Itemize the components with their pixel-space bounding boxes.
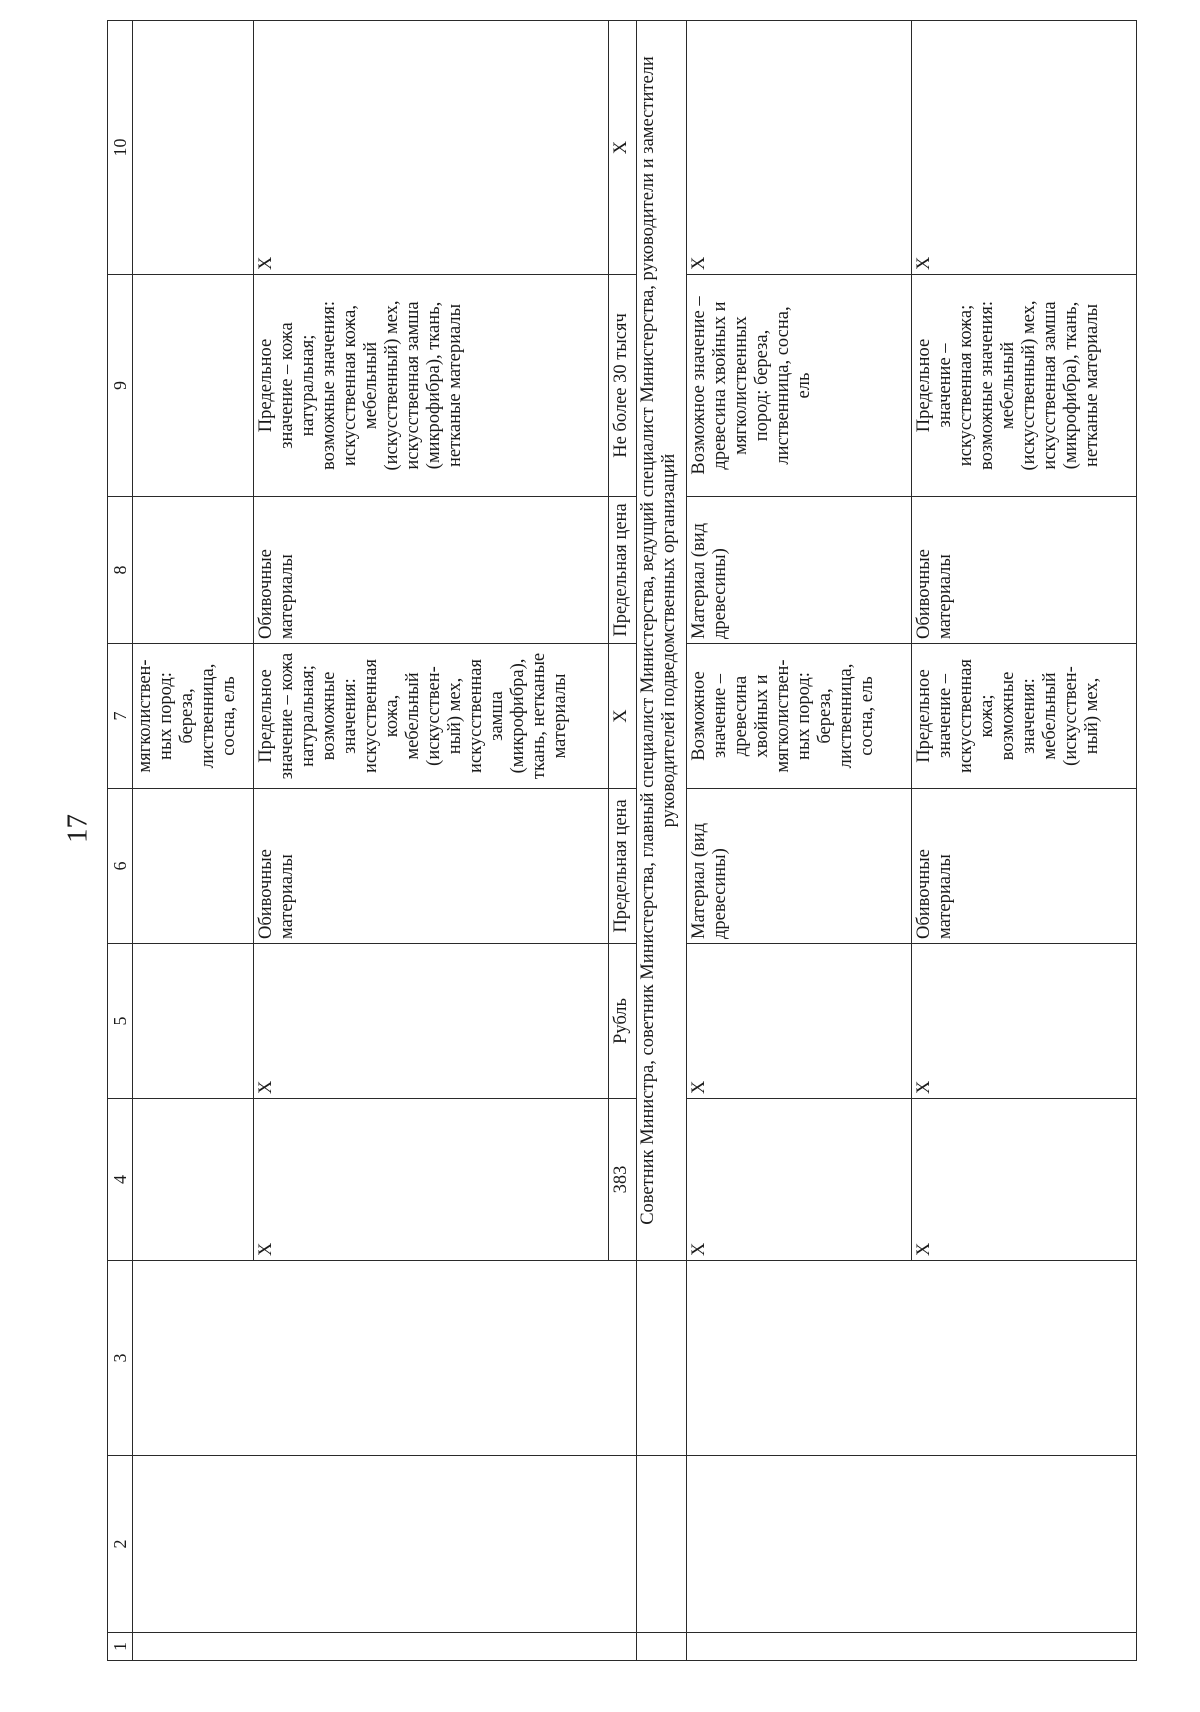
table-cell: X xyxy=(912,944,1137,1099)
table-cell: X xyxy=(608,21,637,275)
table-cell xyxy=(133,1261,637,1456)
table-cell: Возможное значение – древесина хвойных и мягколиственных пород: береза, лиственница, сосна, ель xyxy=(686,275,912,497)
table-row xyxy=(686,21,912,1661)
table-cell: Предельное значение – кожа натуральная; возможные значения: искусственная кожа, мебельный (искусственный) мех, искусственная замша (микрофибра), ткань, нетканые материалы xyxy=(254,275,608,497)
col-header: 8 xyxy=(108,497,133,644)
table-cell xyxy=(637,1456,687,1633)
table-cell xyxy=(133,789,254,944)
table-cell xyxy=(133,1633,637,1661)
table-cell: Предельная цена xyxy=(608,497,637,644)
table-cell: X xyxy=(608,644,637,789)
table-cell xyxy=(637,1633,687,1661)
table-cell xyxy=(133,1099,254,1261)
col-header: 7 xyxy=(108,644,133,789)
col-header: 2 xyxy=(108,1456,133,1633)
table-cell: Обивочные материалы xyxy=(912,789,1137,944)
table-cell: X xyxy=(686,944,912,1099)
table-cell: Предельное значение – искусственная кожа; возможные значения: мебельный (искусствен- ный) мех, xyxy=(912,644,1137,789)
table-cell: X xyxy=(686,1099,912,1261)
table-cell: Рубль xyxy=(608,944,637,1099)
col-header: 10 xyxy=(108,21,133,275)
table-cell xyxy=(133,275,254,497)
page-number: 17 xyxy=(61,814,94,843)
table-cell: X xyxy=(254,1099,608,1261)
col-header: 5 xyxy=(108,944,133,1099)
table-cell: X xyxy=(686,21,912,275)
table-cell: Предельное значение – кожа натуральная; возможные значения: искусственная кожа, мебельный (искусствен- ный) мех, искусственная замша (микрофибра), ткань, нетканые материалы xyxy=(254,644,608,789)
table-cell: Материал (вид древесины) xyxy=(686,497,912,644)
table-cell: X xyxy=(254,21,608,275)
col-header: 6 xyxy=(108,789,133,944)
col-header: 3 xyxy=(108,1261,133,1456)
table-cell: Материал (вид древесины) xyxy=(686,789,912,944)
table-cell: Обивочные материалы xyxy=(254,789,608,944)
section-row xyxy=(637,21,687,1661)
requirements-table xyxy=(107,20,1137,1661)
table-cell: Предельная цена xyxy=(608,789,637,944)
table-cell xyxy=(133,944,254,1099)
table-cell: Возможное значение – древесина хвойных и мягколиствен- ных пород: береза, лиственница, сосна, ель xyxy=(686,644,912,789)
table-cell: X xyxy=(912,1099,1137,1261)
table-cell: X xyxy=(254,944,608,1099)
section-heading: Советник Министра, советник Министерства, главный специалист Министерства, ведущий специалист Министерства, руководители и заместители руководителей подведомственных организаций xyxy=(637,21,687,1261)
col-header: 1 xyxy=(108,1633,133,1661)
table-cell xyxy=(133,497,254,644)
table-cell: Предельное значение – искусственная кожа; возможные значения: мебельный (искусственный) мех, искусственная замша (микрофибра), ткань, нетканые материалы xyxy=(912,275,1137,497)
table-cell: X xyxy=(912,21,1137,275)
rotated-table-wrapper xyxy=(107,21,1137,1661)
col-header: 9 xyxy=(108,275,133,497)
column-number-row xyxy=(108,21,133,1661)
table-cell xyxy=(686,1456,1136,1633)
table-cell xyxy=(686,1261,1136,1456)
table-cell: Обивочные материалы xyxy=(254,497,608,644)
table-cell: Не более 30 тысяч xyxy=(608,275,637,497)
table-cell xyxy=(637,1261,687,1456)
table-cell: 383 xyxy=(608,1099,637,1261)
table-cell xyxy=(133,21,254,275)
table-cell xyxy=(686,1633,1136,1661)
table-cell: мягколиствен- ных пород: береза, лиственница, сосна, ель xyxy=(133,644,254,789)
table-row xyxy=(133,21,254,1661)
table-cell xyxy=(133,1456,637,1633)
col-header: 4 xyxy=(108,1099,133,1261)
table-cell: Обивочные материалы xyxy=(912,497,1137,644)
